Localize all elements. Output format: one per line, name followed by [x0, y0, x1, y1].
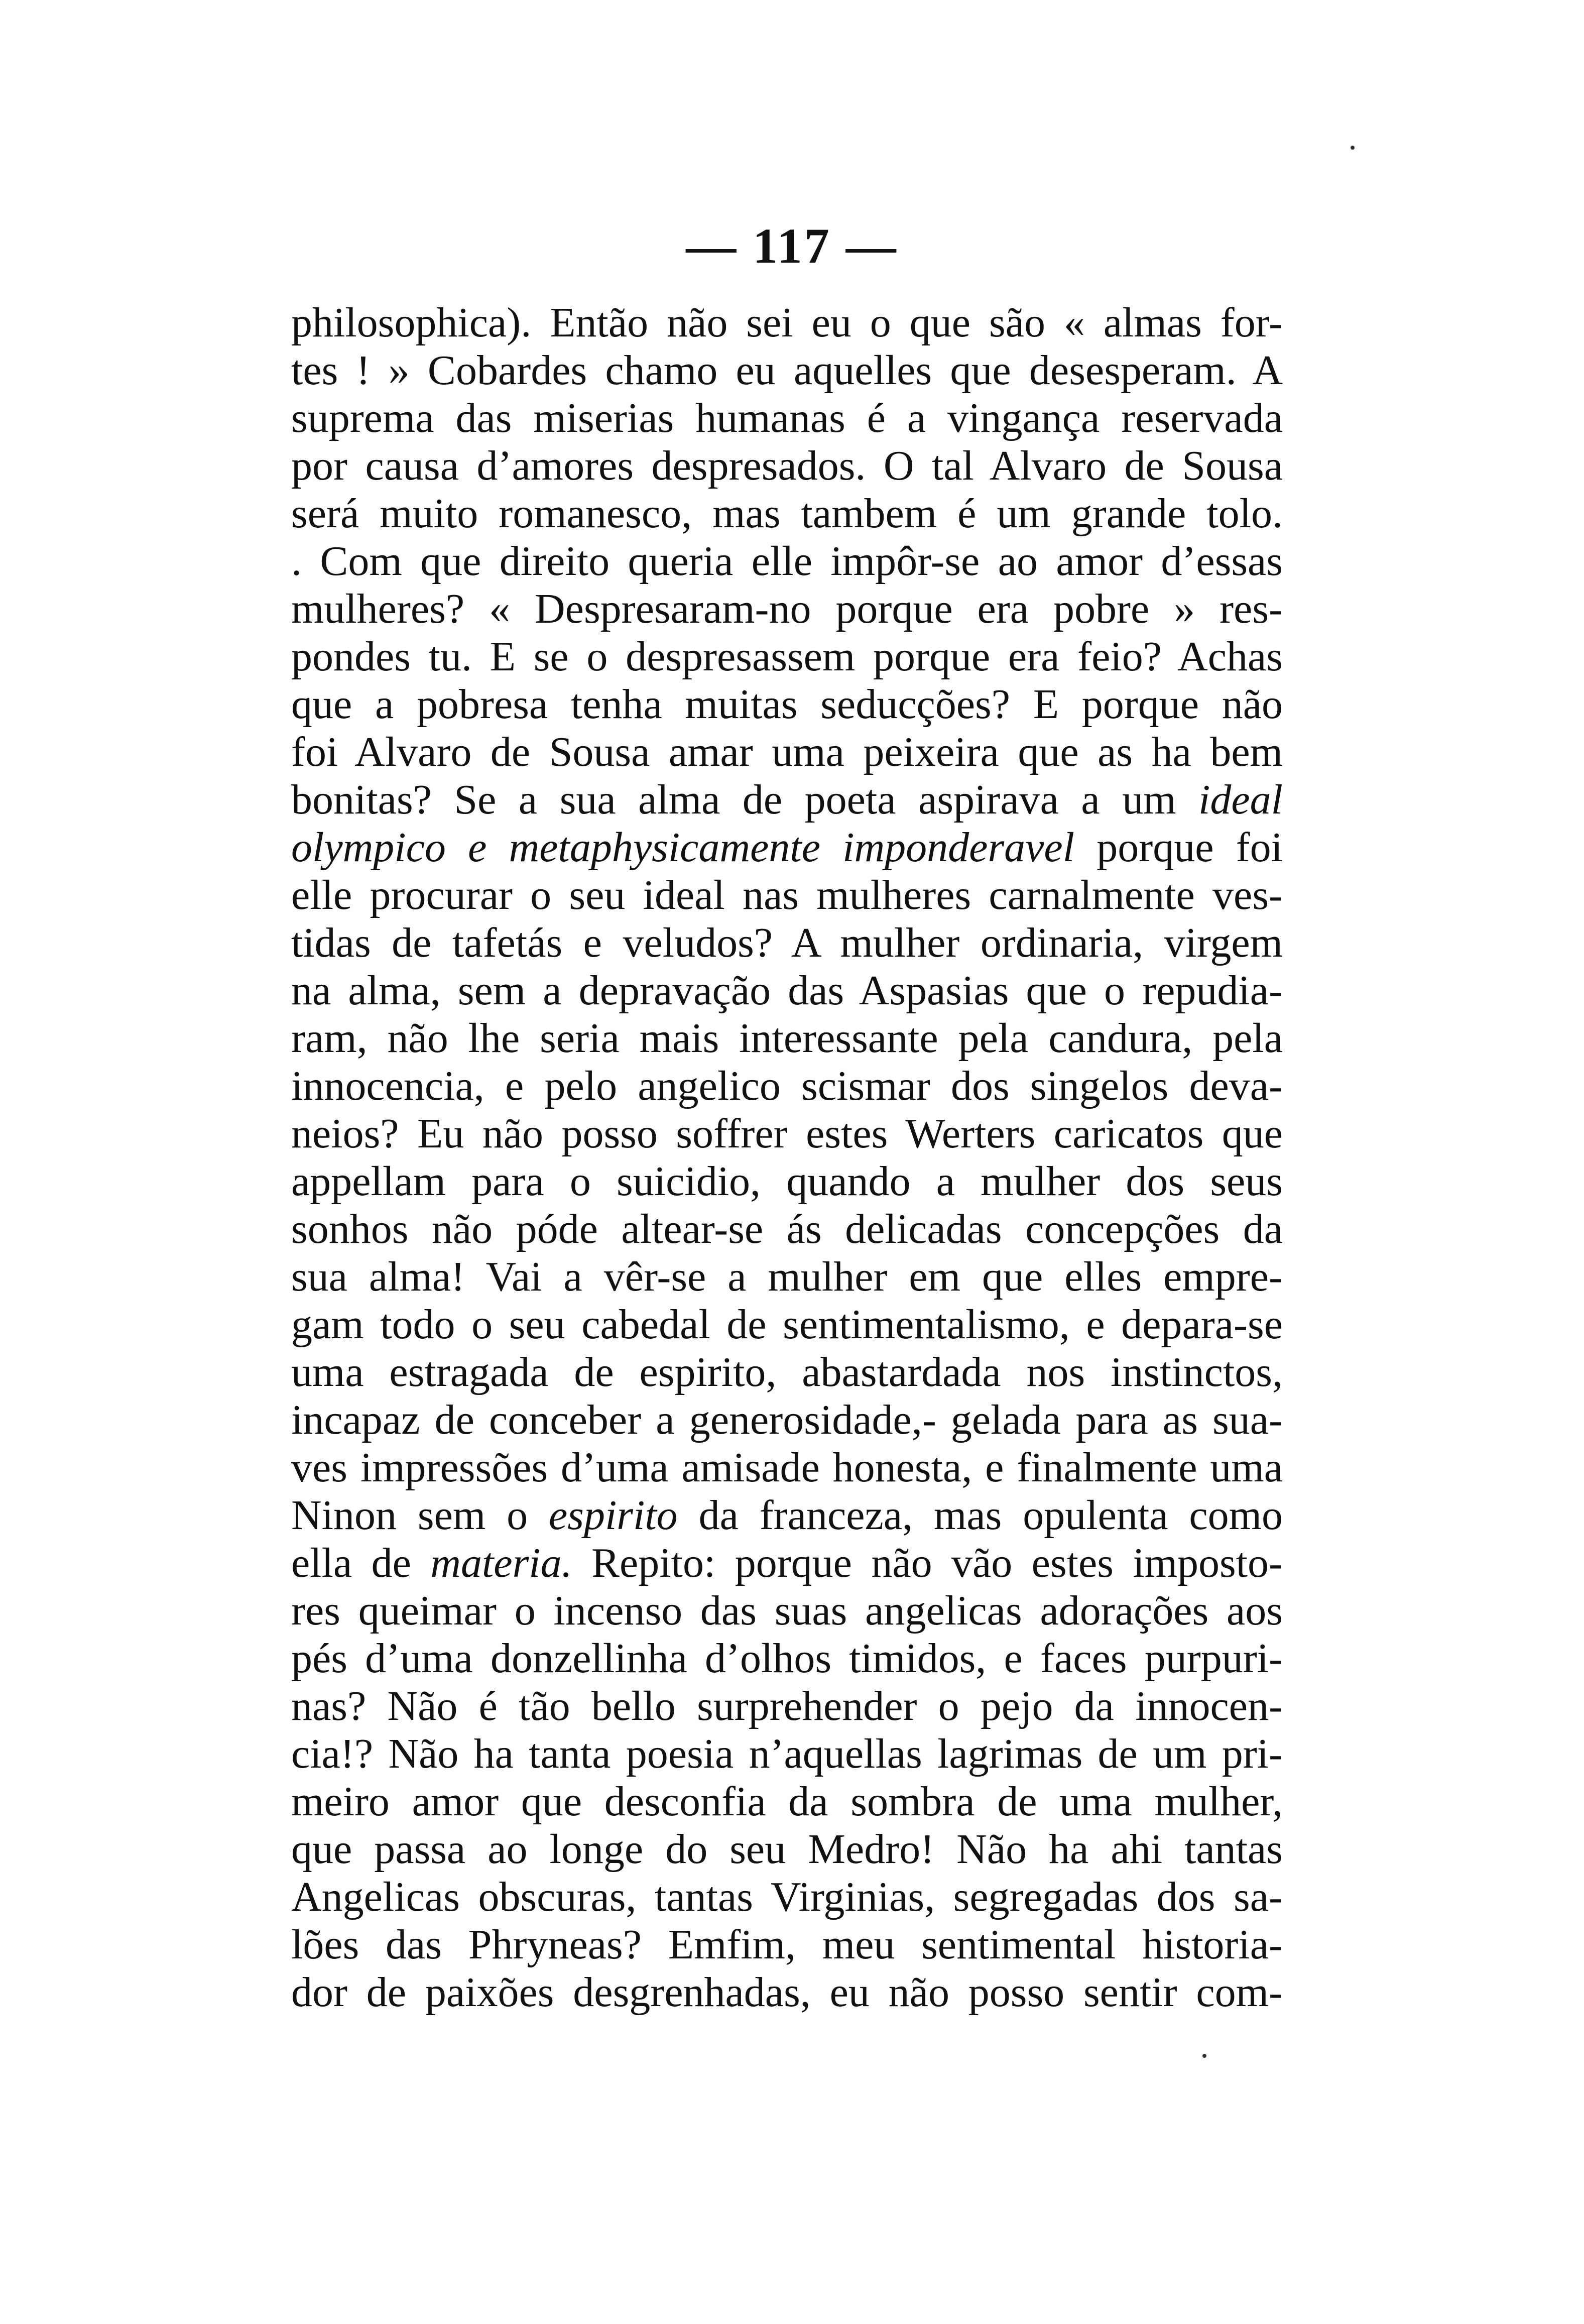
text-line: ram, não lhe seria mais interessante pela candura, pela [291, 1015, 1283, 1062]
text-span: da franceza, mas opulenta como [677, 1492, 1283, 1539]
text-line [291, 824, 1283, 871]
italic-span: ideal [1198, 776, 1283, 823]
text-span: Ninon sem o [291, 1492, 549, 1539]
text-line: incapaz de conceber a generosidade,- gelada para as sua- [291, 1397, 1283, 1443]
text-line: por causa d’amores despresados. O tal Alvaro de Sousa [291, 442, 1283, 489]
text-line: mulheres? « Despresaram-no porque era pobre » res- [291, 586, 1283, 632]
text-line: Angelicas obscuras, tantas Virginias, segregadas dos sa- [291, 1874, 1283, 1920]
text-line: innocencia, e pelo angelico scismar dos singelos deva- [291, 1063, 1283, 1109]
page-number: — 117 — [686, 218, 898, 274]
text-line: neios? Eu não posso soffrer estes Werters caricatos que [291, 1110, 1283, 1157]
text-line: philosophica). Então não sei eu o que são « almas for- [291, 299, 1283, 346]
text-line: na alma, sem a depravação das Aspasias que o repudia- [291, 967, 1283, 1014]
text-span: Repito: porque não vão estes imposto- [572, 1540, 1283, 1586]
text-line: nas? Não é tão bello surprehender o pejo da innocen- [291, 1683, 1283, 1729]
text-line [291, 1539, 1283, 1587]
text-line [291, 776, 1283, 824]
text-line: tes ! » Cobardes chamo eu aquelles que desesperam. A [291, 347, 1283, 394]
text-span: bonitas? Se a sua alma de poeta aspirava a um [291, 776, 1199, 823]
text-line: uma estragada de espirito, abastardada nos instinctos, [291, 1349, 1283, 1396]
text-line: gam todo o seu cabedal de sentimentalismo, e depara-se [291, 1301, 1283, 1348]
text-line: foi Alvaro de Sousa amar uma peixeira que as ha bem [291, 729, 1283, 775]
text-line: lões das Phryneas? Emfim, meu sentimental historia- [291, 1921, 1283, 1968]
text-line: pondes tu. E se o despresassem porque era feio? Achas [291, 633, 1283, 680]
text-span: ella de [291, 1540, 431, 1586]
text-line: pés d’uma donzellinha d’olhos timidos, e faces purpuri- [291, 1635, 1283, 1682]
text-line: suprema das miserias humanas é a vingança reservada [291, 395, 1283, 441]
text-line: res queimar o incenso das suas angelicas adorações aos [291, 1587, 1283, 1634]
body-text [291, 299, 1283, 2016]
text-line: dor de paixões desgrenhadas, eu não posso sentir com- [291, 1969, 1283, 2016]
text-line: sua alma! Vai a vêr-se a mulher em que elles empre- [291, 1253, 1283, 1300]
text-line: elle procurar o seu ideal nas mulheres carnalmente ves- [291, 872, 1283, 918]
text-line: sonhos não póde altear-se ás delicadas concepções da [291, 1206, 1283, 1252]
text-line: ves impressões d’uma amisade honesta, e finalmente uma [291, 1444, 1283, 1491]
text-line: . Com que direito queria elle impôr-se ao amor d’essas [291, 538, 1283, 585]
text-line: será muito romanesco, mas tambem é um grande tolo. [291, 490, 1283, 537]
ink-speck [1351, 146, 1355, 150]
text-span: porque foi [1074, 824, 1283, 871]
italic-span: materia. [430, 1540, 572, 1586]
italic-span: espirito [549, 1492, 678, 1539]
text-line: appellam para o suicidio, quando a mulher dos seus [291, 1158, 1283, 1205]
text-line: que a pobresa tenha muitas seducções? E porque não [291, 681, 1283, 728]
italic-span: olympico e metaphysicamente imponderavel [291, 824, 1075, 871]
text-line [291, 1491, 1283, 1539]
ink-speck [1202, 2054, 1206, 2058]
text-line: tidas de tafetás e veludos? A mulher ordinaria, virgem [291, 919, 1283, 966]
text-line: cia!? Não ha tanta poesia n’aquellas lagrimas de um pri- [291, 1730, 1283, 1777]
text-line: meiro amor que desconfia da sombra de uma mulher, [291, 1778, 1283, 1825]
text-line: que passa ao longe do seu Medro! Não ha ahi tantas [291, 1826, 1283, 1873]
